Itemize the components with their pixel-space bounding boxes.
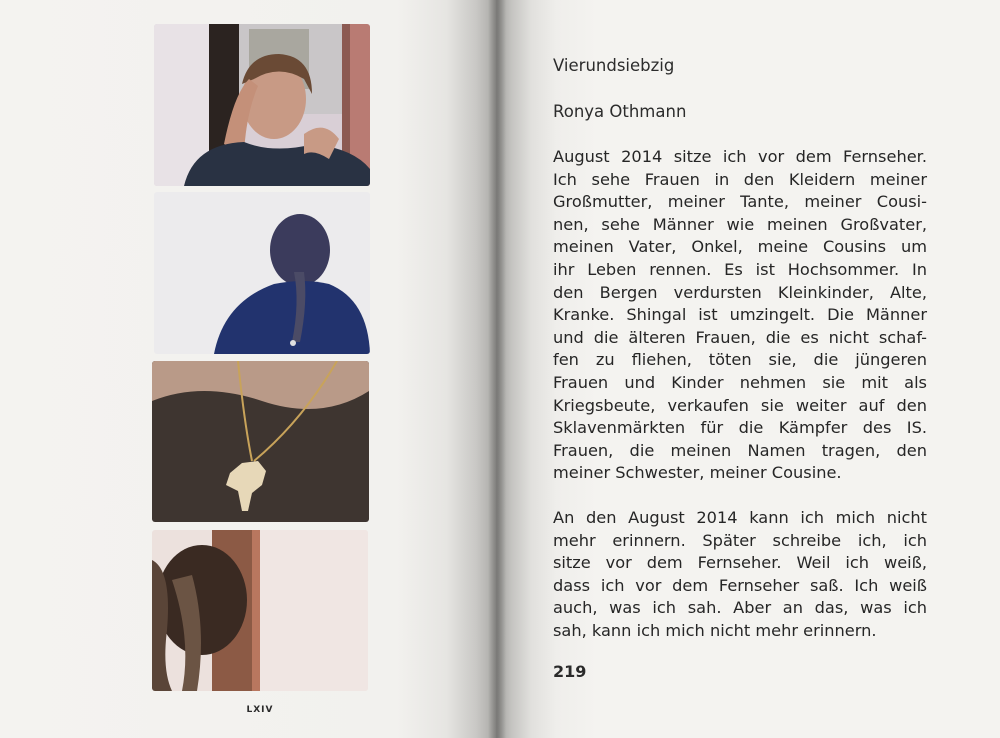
text-line: Kranke. Shingal ist umzingelt. Die Männer <box>553 305 927 325</box>
text-line: August 2014 sitze ich vor dem Fernseher. <box>553 147 927 166</box>
text-line: Großmutter, meiner Tante, meiner Cousi- <box>553 192 927 212</box>
text-line: Frauen und Kinder nehmen sie mit als <box>553 372 927 392</box>
paragraph-2 <box>553 507 927 643</box>
text-line: nen, sehe Männer wie meinen Großvater, <box>553 214 927 234</box>
necklace-photo-icon <box>152 361 369 522</box>
text-line: An den August 2014 kann ich mich nicht <box>553 508 927 527</box>
portrait-photo-icon <box>154 24 370 186</box>
left-page <box>0 0 496 738</box>
text-line: meinen Vater, Onkel, meine Cousins um <box>553 237 927 257</box>
text-line: sitze vor dem Fernseher. Weil ich weiß, <box>553 553 927 573</box>
text-line: Ich sehe Frauen in den Kleidern meiner <box>553 169 927 189</box>
text-line: den Bergen verdursten Kleinkinder, Alte, <box>553 282 927 302</box>
author-name: Ronya Othmann <box>553 102 687 121</box>
text-line: ihr Leben rennen. Es ist Hochsommer. In <box>553 259 927 279</box>
photo-braids-window <box>152 530 368 691</box>
text-line: Frauen, die meinen Namen tragen, den <box>553 440 927 460</box>
photo-portrait-woman <box>154 24 370 186</box>
text-line: dass ich vor dem Fernseher saß. Ich weiß <box>553 575 927 595</box>
photo-braid-back <box>154 192 370 354</box>
right-page-folio: 219 <box>553 662 587 681</box>
left-page-folio: LXIV <box>246 705 274 715</box>
text-line: fen zu fliehen, töten sie, die jüngeren <box>553 350 927 370</box>
paragraph-1 <box>553 146 927 485</box>
window-photo-icon <box>152 530 368 691</box>
text-line: meiner Schwester, meiner Cousine. <box>553 463 842 483</box>
text-line: Sklavenmärkten für die Kämpfer des IS. <box>553 418 927 438</box>
text-line: sah, kann ich mich nicht mehr erinnern. <box>553 620 877 640</box>
text-line: mehr erinnern. Später schreibe ich, ich <box>553 530 927 550</box>
photo-necklace-africa <box>152 361 369 522</box>
text-line: Kriegsbeute, verkaufen sie weiter auf den <box>553 395 927 415</box>
book-gutter <box>488 0 506 738</box>
braid-photo-icon <box>154 192 370 354</box>
text-line: und die älteren Frauen, die es nicht schaf- <box>553 327 927 347</box>
text-line: auch, was ich sah. Aber an das, was ich <box>553 598 927 618</box>
chapter-title: Vierundsiebzig <box>553 56 675 75</box>
